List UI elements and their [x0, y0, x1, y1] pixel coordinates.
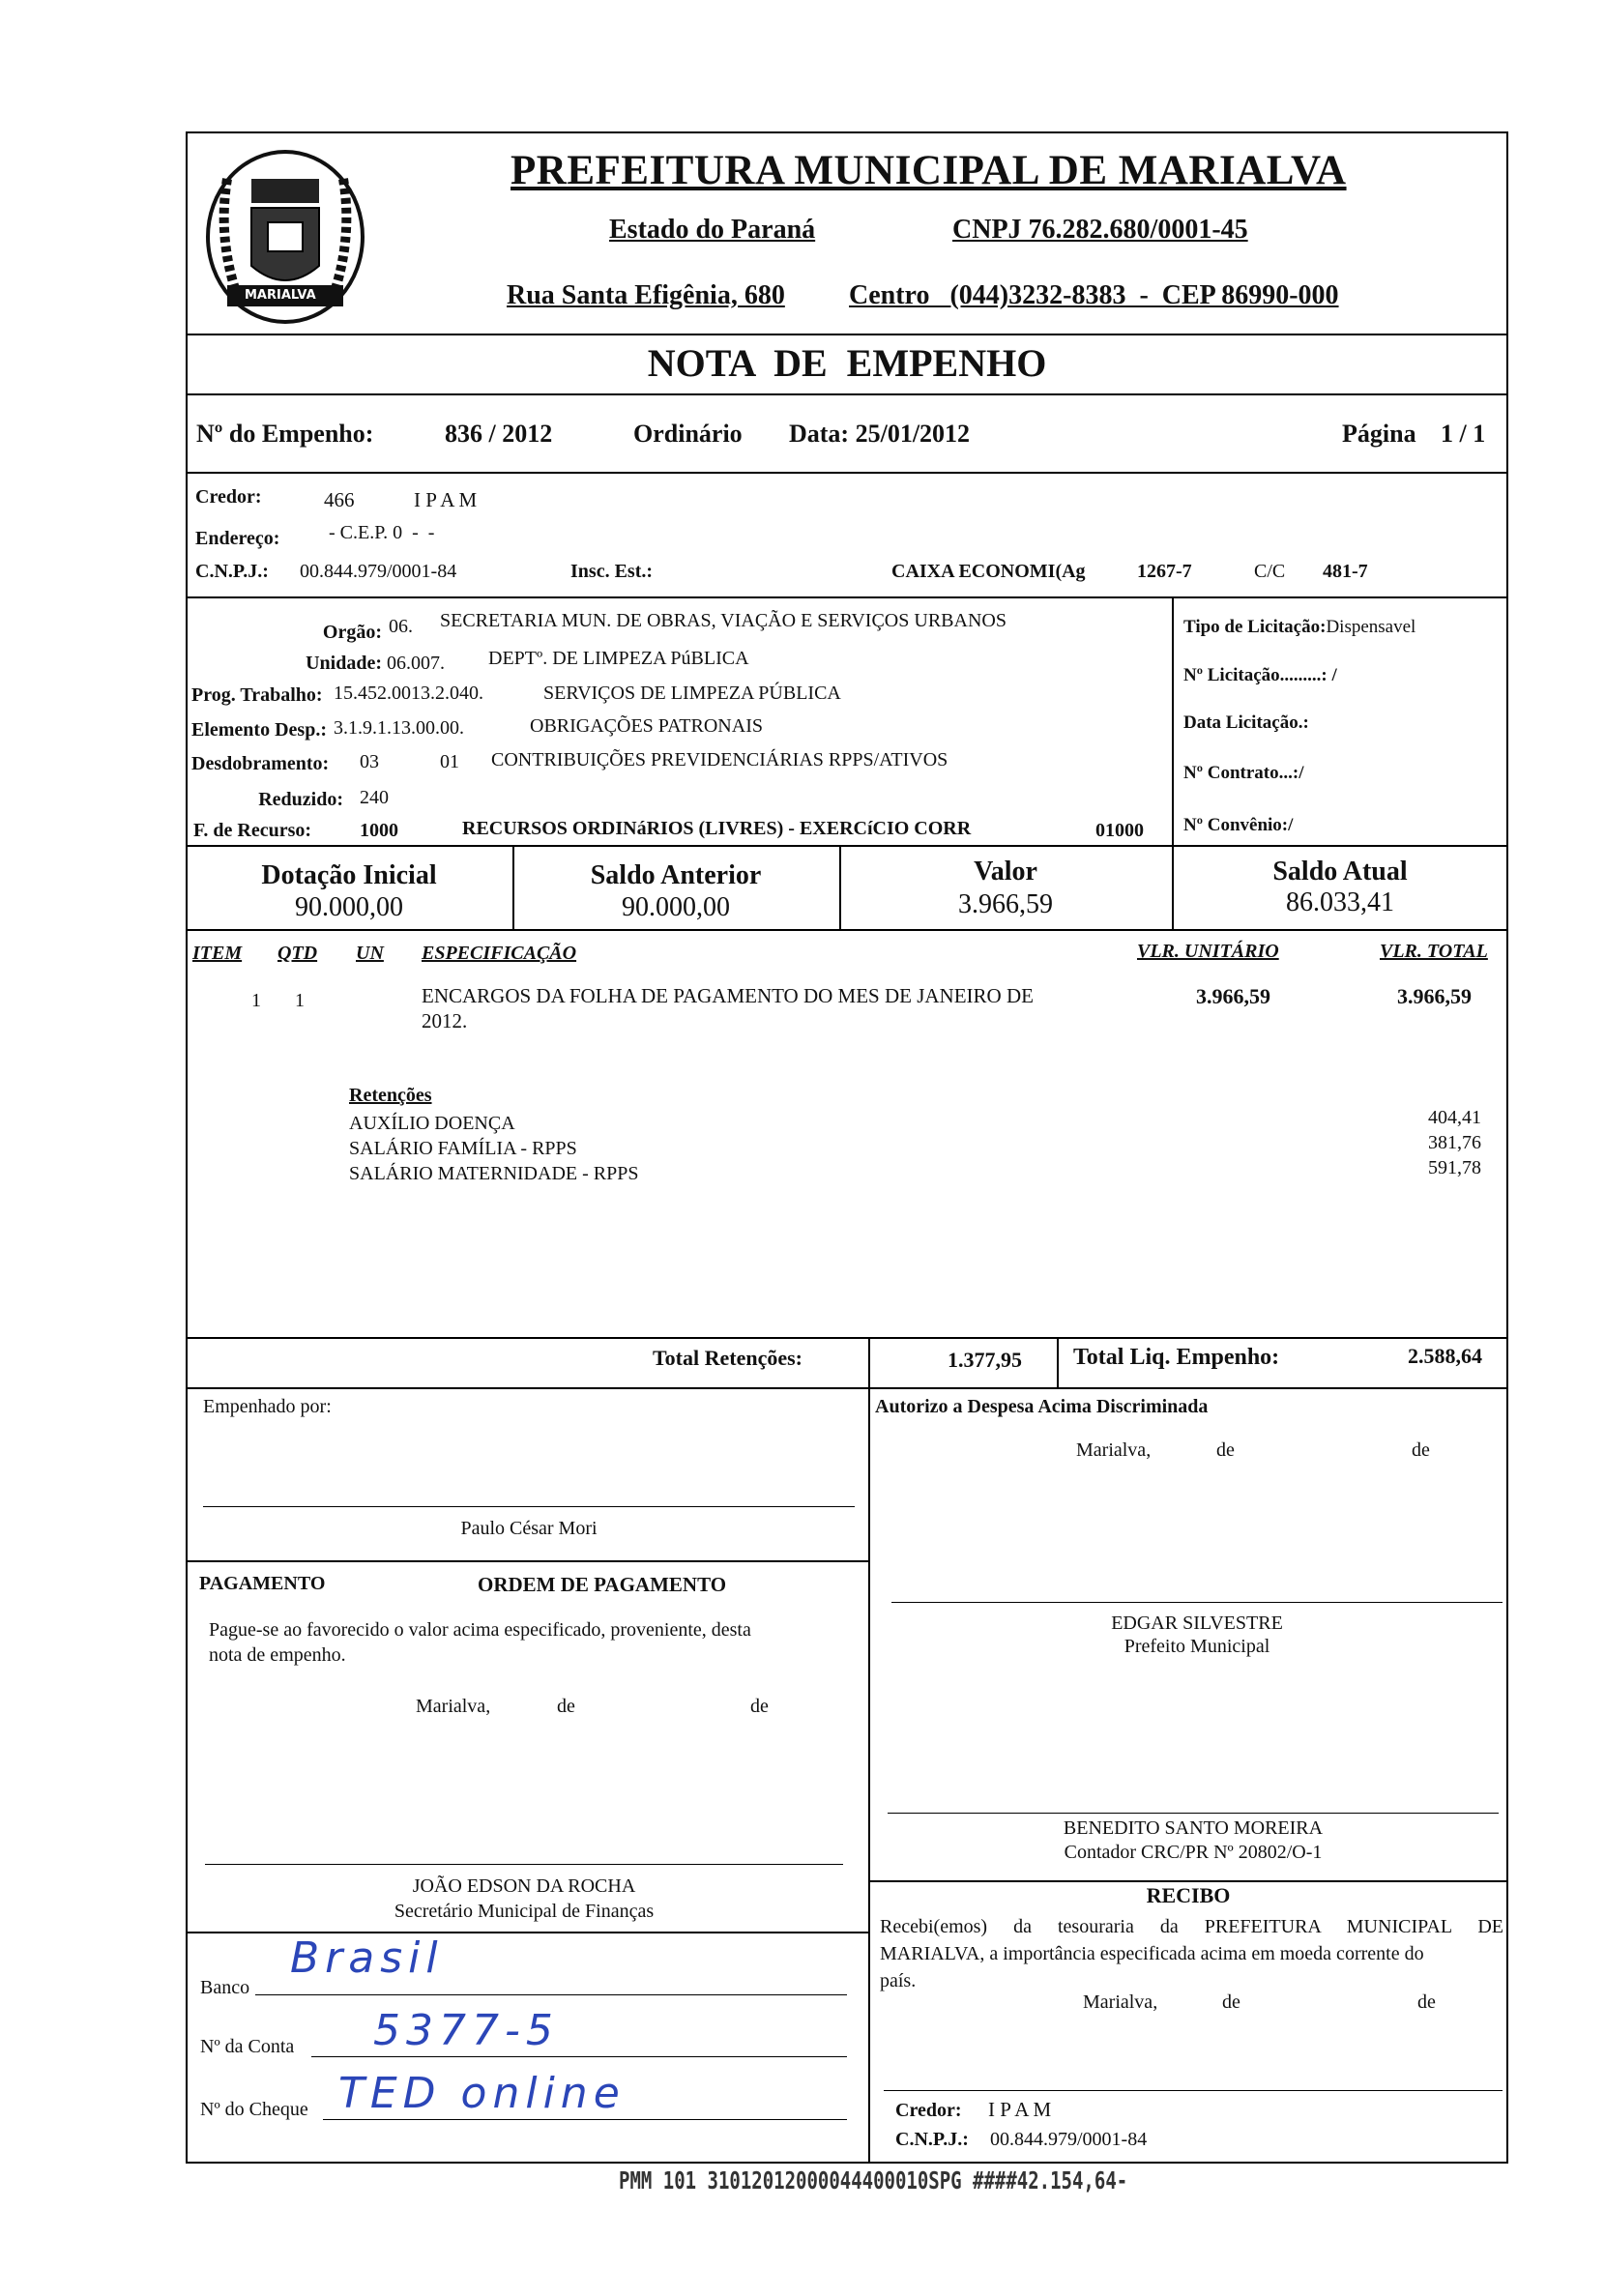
recibo-credor-value: I P A M	[988, 2098, 1052, 2121]
cc-label: C/C	[1254, 561, 1286, 582]
licitacao-tipo	[1183, 617, 1415, 638]
prog-code: 15.452.0013.2.040.	[334, 683, 483, 704]
cheque-handwritten: TED online	[338, 2069, 626, 2118]
retencao-value: 591,78	[1428, 1157, 1481, 1178]
dotacao-inicial-label: Dotação Inicial	[261, 860, 437, 890]
items-header-un: UN	[356, 943, 384, 964]
item-desc-line2: 2012.	[422, 1009, 468, 1032]
saldo-anterior-label: Saldo Anterior	[590, 860, 762, 890]
desdob-desc: CONTRIBUIÇÕES PREVIDENCIÁRIAS RPPS/ATIVOS	[491, 749, 948, 770]
unidade-code: 06.007.	[387, 653, 445, 674]
recibo-text-1: Recebi(emos) da tesouraria da PREFEITURA MUNICIPAL DE	[880, 1916, 1503, 1937]
conta-label: Nº da Conta	[200, 2036, 295, 2057]
pagamento-city: Marialva,	[416, 1696, 491, 1717]
desdob-a: 03	[360, 751, 379, 772]
header-street: Rua Santa Efigênia, 680	[507, 280, 785, 310]
pagamento-text-1: Pague-se ao favorecido o valor acima especificado, proveniente, desta	[209, 1619, 751, 1641]
recibo-city: Marialva,	[1083, 1991, 1158, 2013]
frecurso-code: 1000	[360, 820, 398, 841]
retencoes-values	[1334, 1105, 1481, 1180]
item-qtd: 1	[295, 990, 305, 1011]
empenhado-label: Empenhado por:	[203, 1396, 332, 1417]
header-cnpj: CNPJ 76.282.680/0001-45	[952, 215, 1248, 245]
orgao-code: 06.	[389, 616, 413, 637]
empenhado-name: Paulo César Mori	[460, 1518, 598, 1539]
header-address: Centro (044)3232-8383 - CEP 86990-000	[849, 280, 1339, 310]
licitacao-tipo-label: Tipo de Licitação:	[1183, 617, 1327, 637]
saldo-anterior-value: 90.000,00	[622, 892, 730, 922]
items-header-unit: VLR. UNITÁRIO	[1137, 941, 1279, 962]
valor-label: Valor	[974, 857, 1037, 886]
saldo-atual-label: Saldo Atual	[1272, 857, 1408, 886]
bank-name: CAIXA ECONOMI(Ag	[891, 561, 1086, 582]
empenho-date: Data: 25/01/2012	[789, 420, 971, 448]
empenho-number: 836 / 2012	[445, 420, 553, 448]
items-header-espec: ESPECIFICAÇÃO	[422, 943, 577, 964]
header-state: Estado do Paraná	[609, 215, 816, 245]
recibo-de2: de	[1417, 1991, 1436, 2013]
conta-handwritten: 5377-5	[373, 2006, 559, 2055]
endereco-value: - C.E.P. 0 - -	[329, 522, 435, 543]
total-liquido-label: Total Liq. Empenho:	[1073, 1345, 1280, 1370]
secretario-name: JOÃO EDSON DA ROCHA	[412, 1875, 636, 1897]
recibo-text-3: país.	[880, 1970, 917, 1991]
pagamento-label: PAGAMENTO	[199, 1573, 326, 1594]
item-number: 1	[251, 990, 261, 1011]
elem-label: Elemento Desp.:	[191, 719, 327, 741]
banco-handwritten: Brasil	[290, 1933, 444, 1983]
page-value: 1 / 1	[1441, 420, 1486, 448]
elem-desc: OBRIGAÇÕES PATRONAIS	[530, 715, 763, 737]
retencoes-title: Retenções	[349, 1085, 432, 1106]
header-title: PREFEITURA MUNICIPAL DE MARIALVA	[511, 148, 1347, 193]
frecurso-label: F. de Recurso:	[193, 820, 312, 841]
items-header-qtd: QTD	[277, 943, 318, 964]
retencao-name: AUXÍLIO DOENÇA	[349, 1113, 515, 1134]
items-header-item: ITEM	[192, 943, 243, 964]
recibo-text-2: MARIALVA, a importância especificada acima em moeda corrente do	[880, 1943, 1424, 1964]
licitacao-num: Nº Licitação.........: /	[1183, 665, 1337, 685]
secretario-role: Secretário Municipal de Finanças	[394, 1901, 655, 1922]
valor-value: 3.966,59	[958, 889, 1053, 919]
crest-banner-text: MARIALVA	[245, 288, 316, 303]
autorizo-label: Autorizo a Despesa Acima Discriminada	[875, 1396, 1209, 1417]
licitacao-data: Data Licitação.:	[1183, 712, 1309, 733]
desdob-label: Desdobramento:	[191, 753, 330, 774]
retencoes-names	[349, 1111, 638, 1186]
empenho-type: Ordinário	[633, 420, 743, 448]
recibo-cnpj-value: 00.844.979/0001-84	[990, 2129, 1148, 2150]
credor-code: 466	[324, 488, 355, 511]
recibo-title: RECIBO	[1146, 1883, 1231, 1907]
frecurso-extra: 01000	[1095, 820, 1144, 841]
saldo-atual-value: 86.033,41	[1286, 887, 1394, 917]
item-desc-line1: ENCARGOS DA FOLHA DE PAGAMENTO DO MES DE JANEIRO DE	[422, 984, 1034, 1007]
credor-name: I P A M	[414, 488, 478, 511]
footer-code: PMM 101 31012012000044400010SPG ####42.154,64-	[619, 2166, 1128, 2195]
reduzido-value: 240	[360, 787, 389, 808]
frecurso-desc: RECURSOS ORDINáRIOS (LIVRES) - EXERCíCIO CORR	[462, 818, 972, 839]
recibo-de1: de	[1222, 1991, 1240, 2013]
contador-role: Contador CRC/PR Nº 20802/O-1	[1064, 1842, 1323, 1863]
endereco-label: Endereço:	[195, 528, 280, 549]
recibo-credor-label: Credor:	[895, 2100, 962, 2121]
licitacao-convenio: Nº Convênio:/	[1183, 815, 1294, 835]
desdob-b: 01	[440, 751, 459, 772]
retencao-name: SALÁRIO MATERNIDADE - RPPS	[349, 1163, 639, 1184]
cnpj-value: 00.844.979/0001-84	[300, 561, 457, 582]
pagamento-text-2: nota de empenho.	[209, 1644, 346, 1666]
pagamento-de2: de	[750, 1696, 769, 1717]
item-total-value: 3.966,59	[1397, 984, 1472, 1008]
pagamento-de1: de	[557, 1696, 575, 1717]
licitacao-tipo-value: Dispensavel	[1326, 617, 1416, 637]
dotacao-inicial-value: 90.000,00	[295, 892, 403, 922]
prog-desc: SERVIÇOS DE LIMPEZA PÚBLICA	[543, 683, 841, 704]
unidade-label: Unidade:	[306, 653, 382, 674]
cc-value: 481-7	[1323, 561, 1368, 582]
crest-logo	[198, 140, 372, 334]
prog-label: Prog. Trabalho:	[191, 684, 323, 706]
orgao-label: Orgão:	[322, 622, 382, 643]
elem-code: 3.1.9.1.13.00.00.	[334, 717, 464, 739]
credor-label: Credor:	[195, 486, 262, 508]
cheque-label: Nº do Cheque	[200, 2099, 308, 2120]
total-retencoes-label: Total Retenções:	[653, 1346, 802, 1370]
doc-title: NOTA DE EMPENHO	[647, 341, 1047, 385]
unidade-desc: DEPTº. DE LIMPEZA PúBLICA	[488, 648, 749, 669]
retencao-value: 404,41	[1428, 1107, 1481, 1128]
cnpj-label: C.N.P.J.:	[195, 561, 269, 582]
total-retencoes-value: 1.377,95	[948, 1348, 1022, 1372]
insc-label: Insc. Est.:	[570, 561, 654, 582]
recibo-cnpj-label: C.N.P.J.:	[895, 2129, 969, 2150]
items-header-total: VLR. TOTAL	[1380, 941, 1488, 962]
reduzido-label: Reduzido:	[258, 789, 343, 810]
contador-name: BENEDITO SANTO MOREIRA	[1063, 1817, 1324, 1839]
page-label: Página	[1342, 420, 1416, 448]
total-liquido-value: 2.588,64	[1408, 1344, 1482, 1368]
orgao-desc: SECRETARIA MUN. DE OBRAS, VIAÇÃO E SERVIÇOS URBANOS	[440, 610, 1007, 631]
banco-label: Banco	[200, 1977, 250, 1998]
item-unit-value: 3.966,59	[1196, 984, 1270, 1008]
autorizo-city: Marialva,	[1076, 1439, 1152, 1461]
autorizo-de1: de	[1216, 1439, 1235, 1461]
retencao-value: 381,76	[1428, 1132, 1481, 1153]
autorizo-de2: de	[1412, 1439, 1430, 1461]
empenho-label: Nº do Empenho:	[196, 420, 374, 448]
licitacao-contrato: Nº Contrato...:/	[1183, 763, 1304, 783]
bank-agency: 1267-7	[1137, 561, 1192, 582]
ordem-pagamento-label: ORDEM DE PAGAMENTO	[478, 1573, 727, 1596]
prefeito-role: Prefeito Municipal	[1124, 1636, 1270, 1657]
prefeito-name: EDGAR SILVESTRE	[1111, 1613, 1283, 1634]
retencao-name: SALÁRIO FAMÍLIA - RPPS	[349, 1138, 577, 1159]
